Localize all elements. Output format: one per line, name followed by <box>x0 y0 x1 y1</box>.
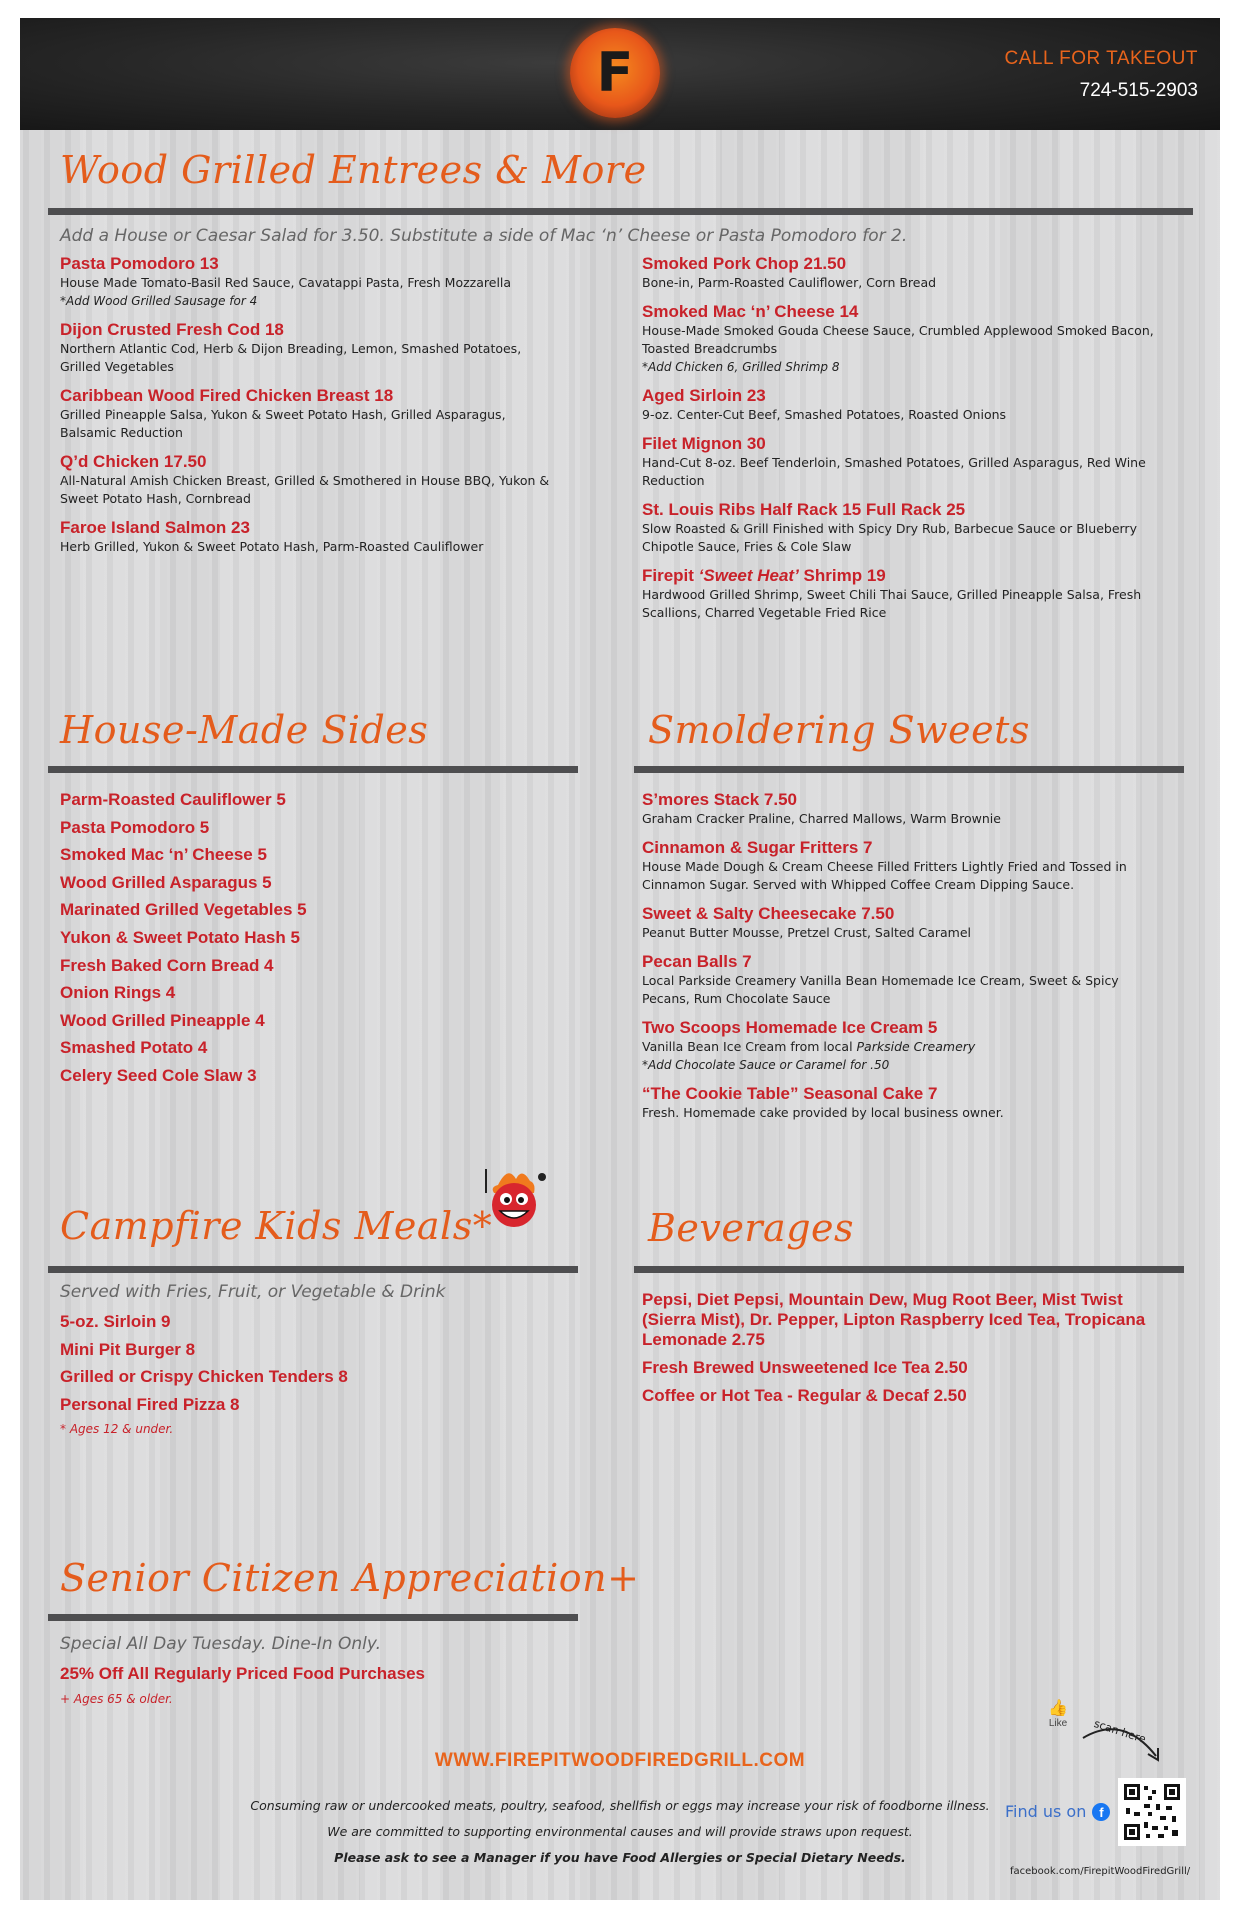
senior-intro: Special All Day Tuesday. Dine-In Only. <box>60 1634 382 1654</box>
desc-part: Vanilla Bean Ice Cream from local <box>642 1039 857 1054</box>
item-name: Caribbean Wood Fired Chicken Breast 18 <box>60 386 394 405</box>
desc-italic: Parkside Creamery <box>856 1039 976 1054</box>
senior-title: Senior Citizen Appreciation+ <box>60 1556 640 1600</box>
item-name-part: Shrimp 19 <box>798 566 886 585</box>
facebook-url[interactable]: facebook.com/FirepitWoodFiredGrill/ <box>1010 1866 1191 1877</box>
item-description: House-Made Smoked Gouda Cheese Sauce, Crumbled Applewood Smoked Bacon, Toasted Breadcrumbs <box>642 323 1154 356</box>
item-description: Peanut Butter Mousse, Pretzel Crust, Salted Caramel <box>642 925 971 940</box>
menu-item <box>60 518 560 556</box>
side-item: Onion Rings 4 <box>60 983 176 1003</box>
item-name-italic: ‘Sweet Heat’ <box>698 566 799 585</box>
disclaimer-straws: We are committed to supporting environmental causes and will provide straws upon request. <box>327 1824 913 1839</box>
item-note: *Add Wood Grilled Sausage for 4 <box>60 294 258 308</box>
kids-footnote: * Ages 12 & under. <box>60 1422 174 1437</box>
kids-rule <box>48 1266 578 1273</box>
menu-item <box>642 302 1162 376</box>
kids-item: 5-oz. Sirloin 9 <box>60 1312 171 1331</box>
item-name: St. Louis Ribs Half Rack 15 Full Rack 25 <box>642 500 966 519</box>
item-name: Pecan Balls 7 <box>642 952 752 971</box>
header-bar <box>20 18 1220 130</box>
item-description: 9-oz. Center-Cut Beef, Smashed Potatoes, Roasted Onions <box>642 407 1007 422</box>
item-description: Bone-in, Parm-Roasted Cauliflower, Corn Bread <box>642 275 937 290</box>
item-description: Graham Cracker Praline, Charred Mallows, Warm Brownie <box>642 811 1001 826</box>
kids-item: Personal Fired Pizza 8 <box>60 1394 240 1414</box>
facebook-icon: f <box>1092 1803 1110 1821</box>
qr-code[interactable] <box>1118 1778 1186 1846</box>
item-name: Smoked Mac ‘n’ Cheese 14 <box>642 302 859 321</box>
sweets-rule <box>634 766 1184 773</box>
item-description: Fresh. Homemade cake provided by local business owner. <box>642 1105 1004 1120</box>
menu-item <box>642 566 1162 622</box>
menu-item <box>642 1018 1162 1074</box>
call-for-takeout-label: CALL FOR TAKEOUT <box>1004 48 1198 69</box>
menu-item <box>642 434 1162 490</box>
side-item: Fresh Baked Corn Bread 4 <box>60 955 274 975</box>
menu-item <box>642 1084 1162 1122</box>
sides-rule <box>48 766 578 773</box>
kids-title: Campfire Kids Meals* <box>60 1204 493 1248</box>
sides-list <box>60 790 560 1094</box>
arrow-icon <box>1078 1720 1168 1770</box>
senior-rule <box>48 1614 578 1621</box>
item-description: Local Parkside Creamery Vanilla Bean Homemade Ice Cream, Sweet & Spicy Pecans, Rum Chocolate Sauce <box>642 973 1119 1006</box>
item-name: Faroe Island Salmon 23 <box>60 518 250 537</box>
item-description <box>642 1038 1162 1056</box>
item-name: “The Cookie Table” Seasonal Cake 7 <box>642 1084 938 1103</box>
item-note: *Add Chicken 6, Grilled Shrimp 8 <box>642 360 840 374</box>
scan-here-label: scan here <box>1092 1717 1148 1746</box>
item-description: All-Natural Amish Chicken Breast, Grilled & Smothered in House BBQ, Yukon & Sweet Potato Hash, Cornbread <box>60 473 550 506</box>
item-description: House Made Tomato-Basil Red Sauce, Cavatappi Pasta, Fresh Mozzarella <box>60 275 512 290</box>
menu-item <box>60 386 560 442</box>
beverages-list <box>642 1290 1162 1414</box>
menu-item <box>642 500 1162 556</box>
item-name <box>642 566 1162 586</box>
side-item: Smoked Mac ‘n’ Cheese 5 <box>60 845 267 865</box>
item-description: Grilled Pineapple Salsa, Yukon & Sweet Potato Hash, Grilled Asparagus, Balsamic Reduction <box>60 407 506 440</box>
facebook-like[interactable] <box>1038 1698 1078 1729</box>
senior-list <box>60 1664 580 1706</box>
disclaimer-allergies: Please ask to see a Manager if you have Food Allergies or Special Dietary Needs. <box>334 1850 906 1865</box>
item-name: S’mores Stack 7.50 <box>642 790 797 809</box>
side-item: Yukon & Sweet Potato Hash 5 <box>60 927 300 947</box>
beverages-title: Beverages <box>648 1206 855 1250</box>
menu-item <box>60 254 560 310</box>
entrees-right-column <box>642 254 1162 632</box>
kids-item: Grilled or Crispy Chicken Tenders 8 <box>60 1367 348 1387</box>
takeout-phone[interactable]: 724-515-2903 <box>1079 80 1198 101</box>
side-item: Marinated Grilled Vegetables 5 <box>60 900 307 920</box>
sweets-title: Smoldering Sweets <box>648 708 1030 752</box>
item-name: Pasta Pomodoro 13 <box>60 254 219 273</box>
beverage-item: Coffee or Hot Tea - Regular & Decaf 2.50 <box>642 1386 967 1405</box>
disclaimer-foodborne: Consuming raw or undercooked meats, poultry, seafood, shellfish or eggs may increase your risk of foodborne illness. <box>250 1798 990 1813</box>
item-description: Hardwood Grilled Shrimp, Sweet Chili Thai Sauce, Grilled Pineapple Salsa, Fresh Scallions, Charred Vegetable Fried Rice <box>642 587 1142 620</box>
menu-item <box>642 386 1162 424</box>
entrees-left-column <box>60 254 560 566</box>
item-name-part: Firepit <box>642 566 699 585</box>
like-label: Like <box>1048 1718 1068 1729</box>
item-name: Dijon Crusted Fresh Cod 18 <box>60 320 284 339</box>
find-us-label: Find us on <box>1005 1802 1087 1821</box>
entrees-title: Wood Grilled Entrees & More <box>60 148 647 192</box>
kids-intro: Served with Fries, Fruit, or Vegetable & Drink <box>60 1282 446 1302</box>
logo-letter: F <box>596 41 634 104</box>
menu-item <box>642 790 1162 828</box>
item-name: Filet Mignon 30 <box>642 434 766 453</box>
item-name: Two Scoops Homemade Ice Cream 5 <box>642 1018 938 1037</box>
sides-title: House-Made Sides <box>60 708 429 752</box>
website-link[interactable]: WWW.FIREPITWOODFIREDGRILL.COM <box>434 1750 806 1771</box>
item-name: Aged Sirloin 23 <box>642 386 766 405</box>
sweets-list <box>642 790 1162 1132</box>
senior-footnote: + Ages 65 & older. <box>60 1691 173 1706</box>
menu-page <box>20 18 1220 1900</box>
item-name: Q’d Chicken 17.50 <box>60 452 207 471</box>
side-item: Pasta Pomodoro 5 <box>60 817 210 837</box>
kids-item: Mini Pit Burger 8 <box>60 1339 196 1359</box>
menu-item <box>642 904 1162 942</box>
side-item: Celery Seed Cole Slaw 3 <box>60 1065 257 1085</box>
item-description: Northern Atlantic Cod, Herb & Dijon Breading, Lemon, Smashed Potatoes, Grilled Vegetables <box>60 341 522 374</box>
menu-item <box>642 254 1162 292</box>
menu-item <box>60 320 560 376</box>
item-description: Hand-Cut 8-oz. Beef Tenderloin, Smashed Potatoes, Grilled Asparagus, Red Wine Reduction <box>642 455 1146 488</box>
item-name: Sweet & Salty Cheesecake 7.50 <box>642 904 895 923</box>
item-name: Cinnamon & Sugar Fritters 7 <box>642 838 873 857</box>
menu-item <box>642 952 1162 1008</box>
beverage-item: Fresh Brewed Unsweetened Ice Tea 2.50 <box>642 1358 968 1377</box>
beverages-rule <box>634 1266 1184 1273</box>
item-note: *Add Chocolate Sauce or Caramel for .50 <box>642 1058 890 1072</box>
side-item: Wood Grilled Pineapple 4 <box>60 1010 265 1030</box>
menu-item <box>642 838 1162 894</box>
entrees-rule <box>48 208 1193 215</box>
entrees-intro: Add a House or Caesar Salad for 3.50. Substitute a side of Mac ‘n’ Cheese or Pasta Pomodoro for 2. <box>60 226 908 246</box>
side-item: Parm-Roasted Cauliflower 5 <box>60 790 286 809</box>
beverage-item: Pepsi, Diet Pepsi, Mountain Dew, Mug Root Beer, Mist Twist (Sierra Mist), Dr. Pepper, Lipton Raspberry Iced Tea, Tropicana Lemonade 2.75 <box>642 1290 1146 1349</box>
item-name: Smoked Pork Chop 21.50 <box>642 254 847 273</box>
kids-list <box>60 1312 560 1436</box>
item-description: Herb Grilled, Yukon & Sweet Potato Hash, Parm-Roasted Cauliflower <box>60 539 484 554</box>
find-us-on-facebook[interactable] <box>1005 1802 1110 1821</box>
kids-mascot-icon <box>478 1163 548 1233</box>
side-item: Smashed Potato 4 <box>60 1038 208 1058</box>
menu-item <box>60 452 560 508</box>
senior-item: 25% Off All Regularly Priced Food Purchases <box>60 1664 425 1683</box>
item-description: House Made Dough & Cream Cheese Filled Fritters Lightly Fried and Tossed in Cinnamon Sugar. Served with Whipped Coffee Cream Dipping Sauce. <box>642 859 1127 892</box>
thumbs-up-icon: 👍 <box>1048 1700 1068 1717</box>
side-item: Wood Grilled Asparagus 5 <box>60 872 272 892</box>
item-description: Slow Roasted & Grill Finished with Spicy Dry Rub, Barbecue Sauce or Blueberry Chipotle Sauce, Fries & Cole Slaw <box>642 521 1137 554</box>
firepit-logo <box>570 28 660 118</box>
